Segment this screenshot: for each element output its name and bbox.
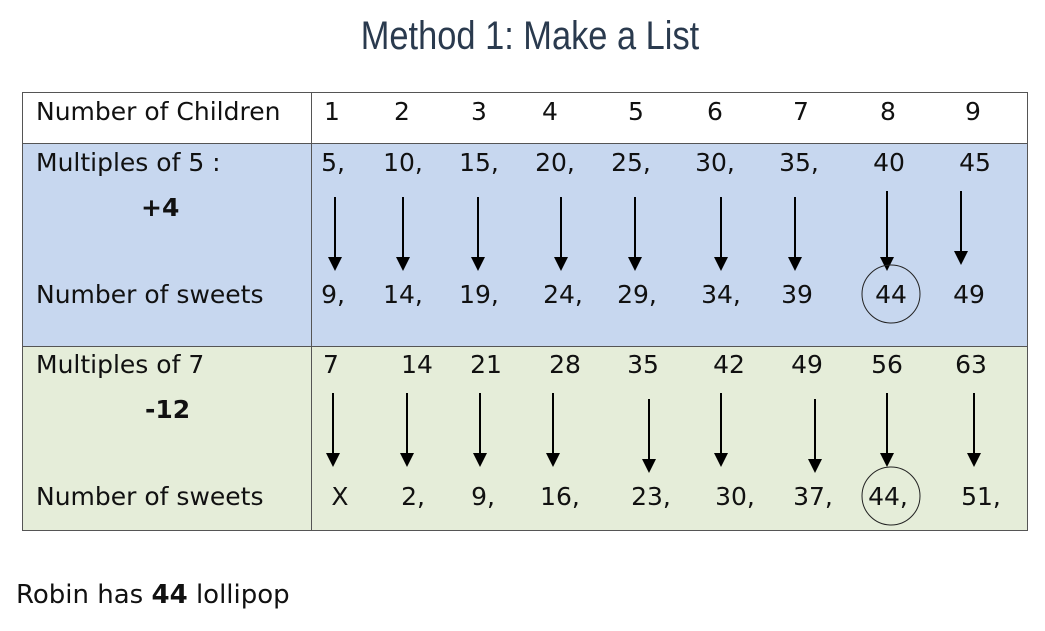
list-table: [22, 92, 1028, 531]
section1-arrow: [954, 191, 968, 265]
section1-result: 14,: [383, 280, 423, 309]
section2-value: 21: [470, 350, 502, 379]
answer-prefix: Robin has: [16, 580, 144, 610]
section2-circled-result: [862, 467, 920, 525]
section1-arrow: [628, 197, 642, 271]
header-value: 8: [880, 97, 896, 126]
section1-arrow: [880, 191, 894, 271]
header-value: 7: [793, 97, 809, 126]
section2-value: 63: [955, 350, 987, 379]
section2-label: Multiples of 7: [36, 350, 205, 379]
header-label: Number of Children: [36, 97, 281, 126]
section1-result: 24,: [543, 280, 583, 309]
section1-value: 30,: [695, 148, 735, 177]
section2-arrow: [473, 393, 487, 467]
section2-result: X: [331, 482, 349, 511]
section2-arrow: [967, 393, 981, 467]
section1-result-label: Number of sweets: [36, 280, 264, 309]
section2-result: 16,: [540, 482, 580, 511]
section2-result: 44,: [868, 482, 908, 511]
section2-result: 2,: [401, 482, 425, 511]
section1-value: 15,: [459, 148, 499, 177]
section1-value: 45: [959, 148, 991, 177]
section2-operation: -12: [145, 395, 191, 424]
section2-arrow: [642, 399, 656, 473]
section2-result: 51,: [961, 482, 1001, 511]
section1-value: 35,: [779, 148, 819, 177]
section2-value: 56: [871, 350, 903, 379]
section1-value: 40: [873, 148, 905, 177]
section1-result: 19,: [459, 280, 499, 309]
section2-value: 49: [791, 350, 823, 379]
section2-value: 42: [713, 350, 745, 379]
section1-result: 34,: [701, 280, 741, 309]
answer-suffix: lollipop: [195, 580, 290, 610]
section2-arrow: [546, 393, 560, 467]
header-value: 4: [542, 97, 558, 126]
section2-result: 9,: [471, 482, 495, 511]
section1-operation: +4: [141, 193, 180, 222]
header-value: 2: [394, 97, 410, 126]
section2-arrow: [400, 393, 414, 467]
header-value: 9: [965, 97, 981, 126]
answer-value: 44: [151, 580, 188, 610]
arrows-layer: [23, 93, 1027, 530]
section1-arrow: [714, 197, 728, 271]
section1-arrow: [471, 197, 485, 271]
section1-value: 5,: [321, 148, 345, 177]
section2-arrow: [326, 393, 340, 467]
section1-value: 25,: [611, 148, 651, 177]
header-value: 3: [471, 97, 487, 126]
section1-arrow: [328, 197, 342, 271]
section2-value: 7: [323, 350, 339, 379]
section1-circled-result: [862, 265, 920, 323]
header-value: 6: [707, 97, 723, 126]
section2-result-label: Number of sweets: [36, 482, 264, 511]
section2-value: 14: [401, 350, 433, 379]
section1-result: 44: [875, 280, 907, 309]
header-value: 5: [628, 97, 644, 126]
section2-value: 35: [627, 350, 659, 379]
section2-result: 30,: [715, 482, 755, 511]
section1-arrow: [396, 197, 410, 271]
section2-result: 37,: [793, 482, 833, 511]
section2-arrow: [880, 393, 894, 467]
header-value: 1: [324, 97, 340, 126]
section2-value: 28: [549, 350, 581, 379]
answer-sentence: [16, 580, 290, 610]
section1-result: 39: [781, 280, 813, 309]
section1-arrow: [788, 197, 802, 271]
section1-arrow: [554, 197, 568, 271]
section1-value: 20,: [535, 148, 575, 177]
section2-arrow: [714, 393, 728, 467]
section1-value: 10,: [383, 148, 423, 177]
section2-result: 23,: [631, 482, 671, 511]
section1-result: 49: [953, 280, 985, 309]
section1-result: 9,: [321, 280, 345, 309]
section1-result: 29,: [617, 280, 657, 309]
page-title: Method 1: Make a List: [360, 14, 700, 58]
section1-label: Multiples of 5 :: [36, 148, 221, 177]
section2-arrow: [808, 399, 822, 473]
